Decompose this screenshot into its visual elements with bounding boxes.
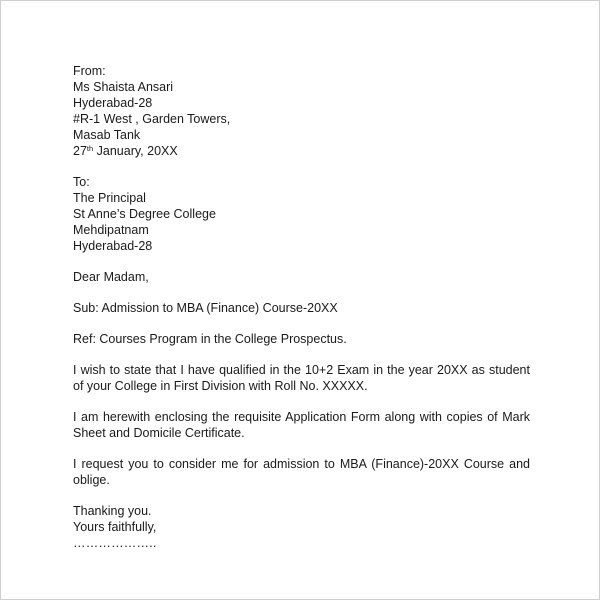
spacer bbox=[73, 347, 530, 362]
closing-block bbox=[73, 503, 530, 551]
reference-line: Ref: Courses Program in the College Prospectus. bbox=[73, 332, 347, 346]
sender-address: #R-1 West , Garden Towers, bbox=[73, 112, 231, 126]
spacer bbox=[73, 394, 530, 409]
recipient-area: Mehdipatnam bbox=[73, 223, 149, 237]
recipient-title: The Principal bbox=[73, 191, 146, 205]
sender-name: Ms Shaista Ansari bbox=[73, 80, 174, 94]
subject-line: Sub: Admission to MBA (Finance) Course-20XX bbox=[73, 301, 338, 315]
body-paragraph-qualification: I wish to state that I have qualified in the 10+2 Exam in the year 20XX as student of your College in First Division with Roll No. XXXXX. bbox=[73, 363, 530, 393]
signature-line: ……………….. bbox=[73, 536, 157, 550]
sender-block bbox=[73, 63, 530, 159]
spacer bbox=[73, 441, 530, 456]
date-day: 27 bbox=[73, 144, 87, 158]
to-heading: To: bbox=[73, 175, 90, 189]
letter-date bbox=[73, 143, 530, 159]
recipient-block bbox=[73, 174, 530, 254]
spacer bbox=[73, 488, 530, 503]
spacer bbox=[73, 316, 530, 331]
from-heading: From: bbox=[73, 64, 106, 78]
spacer bbox=[73, 159, 530, 174]
closing-thanks: Thanking you. bbox=[73, 504, 152, 518]
letter-body bbox=[73, 63, 530, 551]
recipient-city: Hyderabad-28 bbox=[73, 239, 153, 253]
recipient-college: St Anne’s Degree College bbox=[73, 207, 216, 221]
body-paragraph-enclosures: I am herewith enclosing the requisite Application Form along with copies of Mark Sheet and Domicile Certificate. bbox=[73, 410, 530, 440]
spacer bbox=[73, 285, 530, 300]
spacer bbox=[73, 254, 530, 269]
date-suffix: th bbox=[86, 144, 94, 153]
closing-signoff: Yours faithfully, bbox=[73, 520, 157, 534]
sender-area: Masab Tank bbox=[73, 128, 141, 142]
sender-city: Hyderabad-28 bbox=[73, 96, 153, 110]
salutation: Dear Madam, bbox=[73, 270, 149, 284]
date-month-year: January, 20XX bbox=[93, 144, 178, 158]
body-paragraph-request: I request you to consider me for admission to MBA (Finance)-20XX Course and oblige. bbox=[73, 457, 530, 487]
